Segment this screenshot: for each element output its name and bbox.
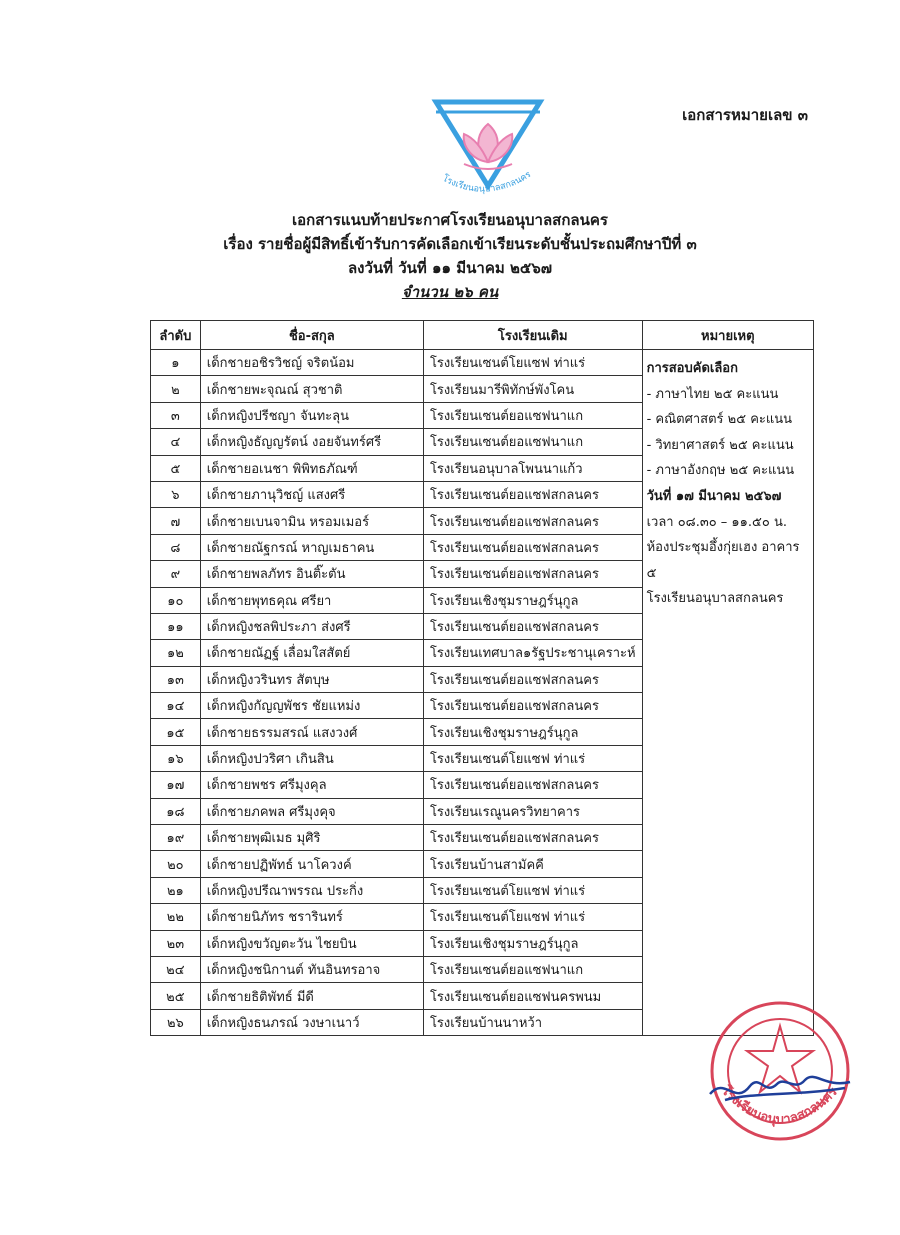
row-school: โรงเรียนบ้านสามัคคี	[423, 851, 642, 877]
row-school: โรงเรียนเชิงชุมราษฎร์นุกูล	[423, 930, 642, 956]
row-number: ๑๕	[151, 719, 201, 745]
row-name: เด็กหญิงปรีชญา จันทะลุน	[200, 402, 423, 428]
row-name: เด็กชายธิติพัทธ์ มีดี	[200, 983, 423, 1009]
row-school: โรงเรียนเซนต์โยแซฟ ท่าแร่	[423, 745, 642, 771]
row-name: เด็กหญิงขวัญตะวัน ไชยบิน	[200, 930, 423, 956]
header-school: โรงเรียนเดิม	[423, 321, 642, 350]
row-number: ๒	[151, 376, 201, 402]
header-date: ลงวันที่ วันที่ ๑๑ มีนาคม ๒๕๖๗	[347, 259, 553, 277]
remarks-time: เวลา ๐๘.๓๐ – ๑๑.๕๐ น.	[646, 514, 787, 530]
row-number: ๒๔	[151, 956, 201, 982]
row-school: โรงเรียนเทศบาล๑รัฐประชานุเคราะห์	[423, 640, 642, 666]
row-number: ๑	[151, 350, 201, 376]
row-name: เด็กหญิงปวริศา เกินสิน	[200, 745, 423, 771]
row-school: โรงเรียนเชิงชุมราษฎร์นุกูล	[423, 587, 642, 613]
document-number: เอกสารหมายเลข ๓	[682, 106, 808, 124]
header-count: จำนวน ๒๖ คน	[401, 283, 499, 301]
official-seal-icon	[705, 996, 855, 1146]
row-name: เด็กหญิงปรีณาพรรณ ประกิ่ง	[200, 877, 423, 903]
row-name: เด็กชายณัฐกรณ์ หาญเมธาคน	[200, 534, 423, 560]
row-school: โรงเรียนอนุบาลโพนนาแก้ว	[423, 455, 642, 481]
row-school: โรงเรียนเซนต์ยอแซฟสกลนคร	[423, 481, 642, 507]
row-name: เด็กชายพลภัทร อินติ๊ะตัน	[200, 561, 423, 587]
header-remarks: หมายเหตุ	[642, 321, 813, 350]
seal-text: โรงเรียนอนุบาลสกลนคร	[718, 1083, 841, 1128]
row-name: เด็กหญิงธนภรณ์ วงษาเนาว์	[200, 1009, 423, 1035]
candidate-table	[150, 320, 814, 1036]
row-school: โรงเรียนเซนต์ยอแซฟสกลนคร	[423, 613, 642, 639]
row-name: เด็กชายนิภัทร ชรารินทร์	[200, 904, 423, 930]
row-number: ๑๘	[151, 798, 201, 824]
row-school: โรงเรียนเซนต์ยอแซฟสกลนคร	[423, 534, 642, 560]
row-name: เด็กชายอเนชา พิพิทธภัณฑ์	[200, 455, 423, 481]
row-name: เด็กชายพุทธคุณ ศรียา	[200, 587, 423, 613]
remarks-date: วันที่ ๑๗ มีนาคม ๒๕๖๗	[646, 488, 782, 504]
svg-text:โรงเรียนอนุบาลสกลนคร	[717, 1081, 840, 1127]
row-school: โรงเรียนมารีพิทักษ์พังโคน	[423, 376, 642, 402]
row-number: ๓	[151, 402, 201, 428]
header-title: เอกสารแนบท้ายประกาศโรงเรียนอนุบาลสกลนคร	[292, 211, 608, 229]
school-lotus-logo-icon	[428, 94, 548, 204]
row-name: เด็กชายธรรมสรณ์ แสงวงศ์	[200, 719, 423, 745]
row-number: ๒๓	[151, 930, 201, 956]
row-number: ๑๗	[151, 772, 201, 798]
remarks-school: โรงเรียนอนุบาลสกลนคร	[646, 591, 784, 607]
row-number: ๒๕	[151, 983, 201, 1009]
row-number: ๑๒	[151, 640, 201, 666]
row-number: ๒๖	[151, 1009, 201, 1035]
row-number: ๖	[151, 481, 201, 507]
remarks-subject: - ภาษาอังกฤษ ๒๕ คะแนน	[646, 463, 795, 479]
row-school: โรงเรียนเซนต์ยอแซฟสกลนคร	[423, 693, 642, 719]
row-school: โรงเรียนเซนต์ยอแซฟสกลนคร	[423, 561, 642, 587]
header-subject: เรื่อง รายชื่อผู้มีสิทธิ์เข้ารับการคัดเลือกเข้าเรียนระดับชั้นประถมศึกษาปีที่ ๓	[223, 235, 697, 253]
row-number: ๔	[151, 429, 201, 455]
row-number: ๒๒	[151, 904, 201, 930]
row-number: ๑๙	[151, 825, 201, 851]
row-school: โรงเรียนเซนต์ยอแซฟนครพนม	[423, 983, 642, 1009]
remarks-subject: - วิทยาศาสตร์ ๒๕ คะแนน	[646, 437, 794, 453]
row-school: โรงเรียนเซนต์โยแซฟ ท่าแร่	[423, 904, 642, 930]
row-school: โรงเรียนเรณูนครวิทยาคาร	[423, 798, 642, 824]
row-name: เด็กหญิงธัญญรัตน์ งอยจันทร์ศรี	[200, 429, 423, 455]
logo-text: โรงเรียนอนุบาลสกลนคร	[440, 169, 533, 195]
row-name: เด็กชายปฏิพัทธ์ นาโควงค์	[200, 851, 423, 877]
row-number: ๒๐	[151, 851, 201, 877]
table-row	[151, 350, 814, 376]
row-name: เด็กชายอชิรวิชญ์ จริตน้อม	[200, 350, 423, 376]
remarks-room: ห้องประชุมอึ้งกุ่ยเฮง อาคาร ๕	[646, 540, 800, 581]
header-name: ชื่อ-สกุล	[200, 321, 423, 350]
row-name: เด็กชายเบนจามิน หรอมเมอร์	[200, 508, 423, 534]
row-school: โรงเรียนเซนต์ยอแซฟสกลนคร	[423, 772, 642, 798]
remarks-cell	[642, 350, 813, 1036]
row-school: โรงเรียนเซนต์ยอแซฟนาแก	[423, 402, 642, 428]
document-header	[0, 208, 900, 304]
row-number: ๙	[151, 561, 201, 587]
remarks-subject: - ภาษาไทย ๒๕ คะแนน	[646, 386, 779, 402]
row-school: โรงเรียนบ้านนาหว้า	[423, 1009, 642, 1035]
row-name: เด็กชายพะจุณณ์ สุวชาติ	[200, 376, 423, 402]
table-header-row	[151, 321, 814, 350]
row-name: เด็กชายภคพล ศรีมุงคุจ	[200, 798, 423, 824]
header-no: ลำดับ	[151, 321, 201, 350]
row-name: เด็กหญิงวรินทร สัตบุษ	[200, 666, 423, 692]
row-school: โรงเรียนเซนต์ยอแซฟสกลนคร	[423, 508, 642, 534]
remarks-heading: การสอบคัดเลือก	[646, 361, 738, 376]
row-school: โรงเรียนเซนต์โยแซฟ ท่าแร่	[423, 350, 642, 376]
row-name: เด็กชายพุฒิเมธ มุศิริ	[200, 825, 423, 851]
row-school: โรงเรียนเซนต์โยแซฟ ท่าแร่	[423, 877, 642, 903]
row-school: โรงเรียนเชิงชุมราษฎร์นุกูล	[423, 719, 642, 745]
row-number: ๒๑	[151, 877, 201, 903]
row-number: ๕	[151, 455, 201, 481]
row-school: โรงเรียนเซนต์ยอแซฟนาแก	[423, 429, 642, 455]
remarks-subject: - คณิตศาสตร์ ๒๕ คะแนน	[646, 412, 793, 428]
row-name: เด็กชายพชร ศรีมุงคุล	[200, 772, 423, 798]
row-name: เด็กชายภานุวิชญ์ แสงศรี	[200, 481, 423, 507]
row-school: โรงเรียนเซนต์ยอแซฟสกลนคร	[423, 666, 642, 692]
row-name: เด็กหญิงชนิกานต์ ทันอินทรอาจ	[200, 956, 423, 982]
row-number: ๗	[151, 508, 201, 534]
row-school: โรงเรียนเซนต์ยอแซฟสกลนคร	[423, 825, 642, 851]
row-number: ๘	[151, 534, 201, 560]
row-number: ๑๓	[151, 666, 201, 692]
row-number: ๑๖	[151, 745, 201, 771]
row-number: ๑๑	[151, 613, 201, 639]
row-number: ๑๐	[151, 587, 201, 613]
row-school: โรงเรียนเซนต์ยอแซฟนาแก	[423, 956, 642, 982]
row-number: ๑๔	[151, 693, 201, 719]
row-name: เด็กชายณัฏฐ์ เลื่อมใสสัตย์	[200, 640, 423, 666]
row-name: เด็กหญิงกัญญพัชร ชัยแหม่ง	[200, 693, 423, 719]
row-name: เด็กหญิงชลพิประภา ส่งศรี	[200, 613, 423, 639]
